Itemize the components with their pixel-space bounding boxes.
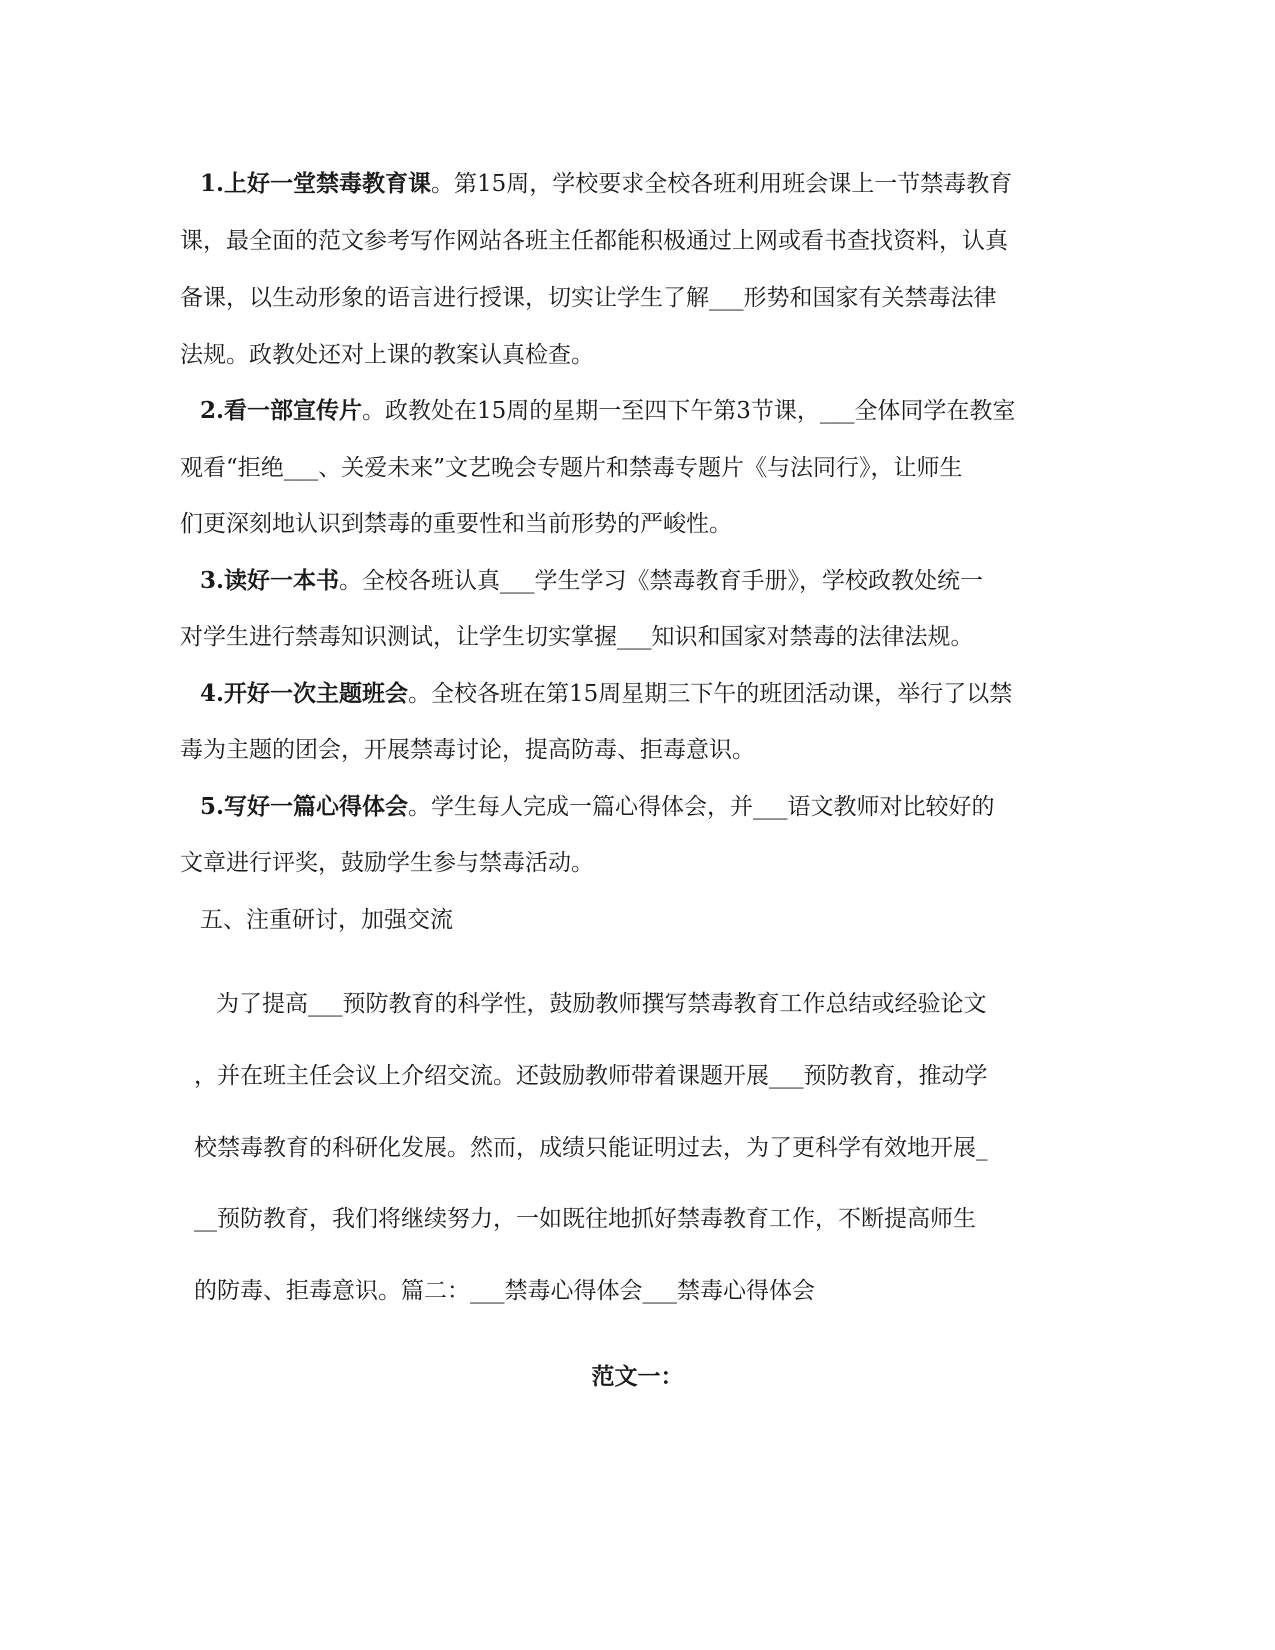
item-2-line-1 (200, 396, 1015, 426)
closing-line-1: 为了提高___预防教育的科学性，鼓励教师撰写禁毒教育工作总结或经验论文 (216, 991, 987, 1017)
item-2-title: 2.看一部宣传片 (200, 397, 363, 424)
item-4-line-1 (200, 679, 1012, 709)
item-2-line-2: 观看“拒绝___、关爱未来”文艺晚会专题片和禁毒专题片《与法同行》，让师生 (180, 455, 963, 481)
item-1-line-3: 备课，以生动形象的语言进行授课，切实让学生了解___形势和国家有关禁毒法律 (180, 285, 997, 311)
item-3-line-1 (200, 566, 983, 596)
item-1-line-2: 课，最全面的范文参考写作网站各班主任都能积极通过上网或看书查找资料，认真 (180, 228, 1008, 254)
closing-line-2: ，并在班主任会议上介绍交流。还鼓励教师带着课题开展___预防教育，推动学 (194, 1063, 988, 1089)
item-1-text: 。第15周，学校要求全校各班利用班会课上一节禁毒教育 (431, 171, 1013, 197)
sample-heading: 范文一： (591, 1363, 684, 1390)
item-5-line-1 (200, 792, 995, 822)
item-4-line-2: 毒为主题的团会，开展禁毒讨论，提高防毒、拒毒意识。 (180, 737, 755, 763)
item-1-line-4: 法规。政教处还对上课的教案认真检查。 (180, 342, 594, 368)
closing-line-5: 的防毒、拒毒意识。篇二：___禁毒心得体会___禁毒心得体会 (194, 1278, 815, 1304)
item-3-line-2: 对学生进行禁毒知识测试，让学生切实掌握___知识和国家对禁毒的法律法规。 (180, 624, 974, 650)
item-2-text: 。政教处在15周的星期一至四下午第3节课，___全体同学在教室 (362, 398, 1016, 424)
item-2-line-3: 们更深刻地认识到禁毒的重要性和当前形势的严峻性。 (180, 511, 732, 537)
closing-line-3: 校禁毒教育的科研化发展。然而，成绩只能证明过去，为了更科学有效地开展_ (194, 1135, 988, 1161)
item-5-line-2: 文章进行评奖，鼓励学生参与禁毒活动。 (180, 850, 594, 876)
item-5-text: 。学生每人完成一篇心得体会，并___语文教师对比较好的 (408, 794, 995, 820)
item-3-title: 3.读好一本书 (200, 567, 340, 594)
closing-line-4: __预防教育，我们将继续努力，一如既往地抓好禁毒教育工作，不断提高师生 (194, 1206, 976, 1232)
item-1-line-1 (200, 169, 1012, 199)
item-1-title: 1.上好一堂禁毒教育课 (200, 170, 432, 197)
section-heading: 五、注重研讨，加强交流 (200, 907, 453, 933)
item-4-text: 。全校各班在第15周星期三下午的班团活动课，举行了以禁 (408, 681, 1013, 707)
item-3-text: 。全校各班认真___学生学习《禁毒教育手册》，学校政教处统一 (339, 568, 984, 594)
item-4-title: 4.开好一次主题班会 (200, 680, 409, 707)
item-5-title: 5.写好一篇心得体会 (200, 793, 409, 820)
